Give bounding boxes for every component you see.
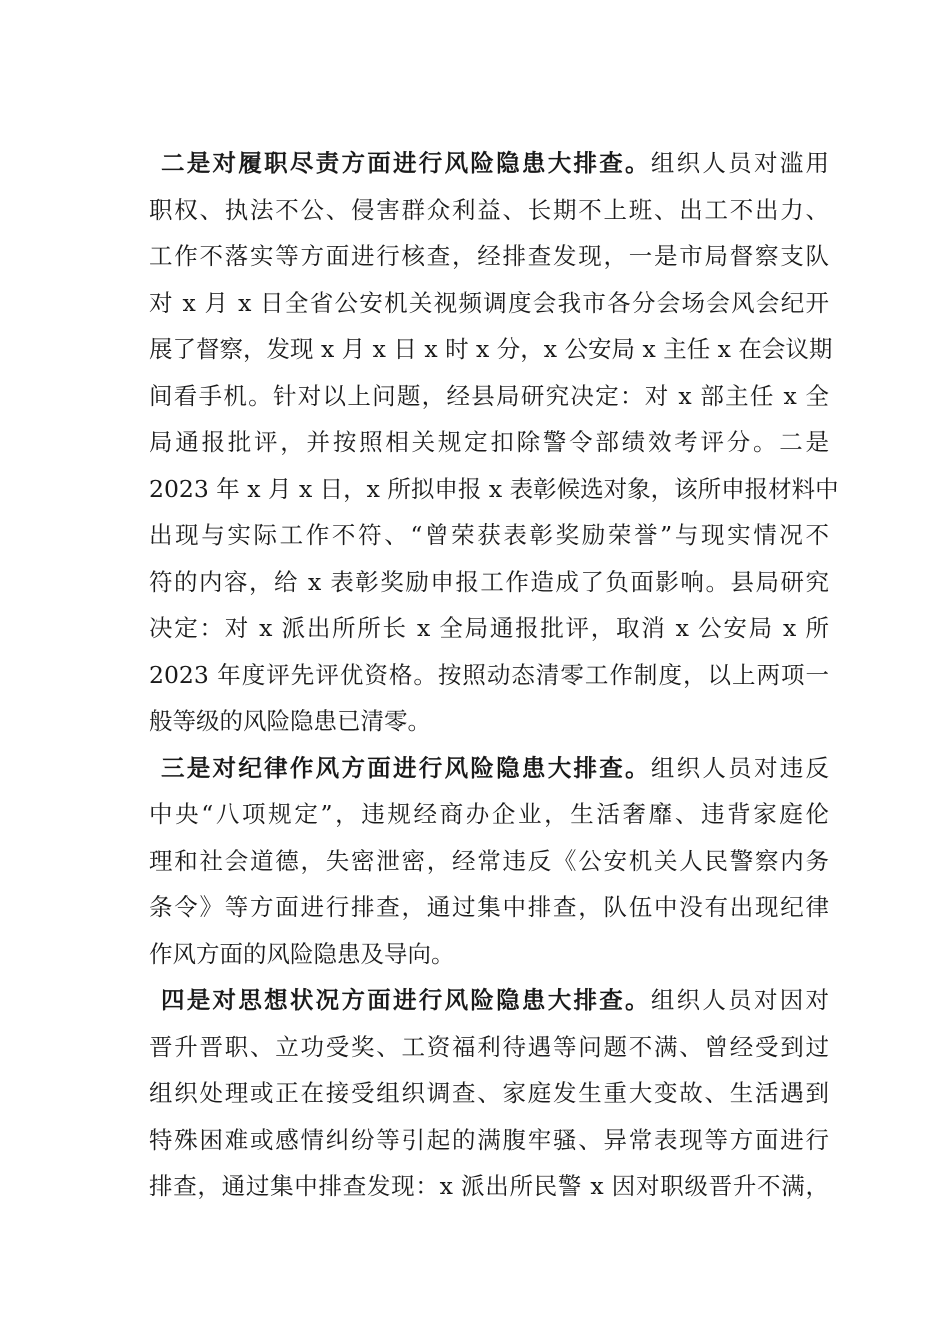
text-line: 出现与实际工作不符、“曾荣获表彰奖励荣誉”与现实情况不 [149, 521, 829, 549]
text-line: 对 x 月 x 日全省公安机关视频调度会我市各分会场会风会纪开 [149, 288, 829, 317]
paragraph-first-line [149, 977, 829, 1024]
text-line: 理和社会道德，失密泄密，经常违反《公安机关人民警察内务 [149, 846, 829, 875]
text-line: 排查，通过集中排查发现：x 派出所民警 x 因对职级晋升不满， [149, 1172, 829, 1200]
text-line: 展了督察，发现 x 月 x 日 x 时 x 分，x 公安局 x 主任 x 在会议期 [149, 335, 833, 363]
text-line: 组织人员对因对 [650, 986, 830, 1014]
text-line: 组织人员对滥用 [650, 149, 830, 177]
text-line: 组织人员对违反 [650, 753, 830, 782]
paragraph-duty-performance [149, 140, 839, 745]
text-line: 决定：对 x 派出所所长 x 全局通报批评，取消 x 公安局 x 所 [149, 614, 829, 642]
paragraph-lead-heading: 三是对纪律作风方面进行风险隐患大排查。 [161, 753, 651, 782]
paragraph-first-line [149, 745, 829, 792]
text-line: 作风方面的风险隐患及导向。 [149, 939, 455, 968]
text-line: 条令》等方面进行排查，通过集中排查，队伍中没有出现纪律 [149, 893, 829, 921]
text-line: 2023 年 x 月 x 日，x 所拟申报 x 表彰候选对象，该所申报材料中 [149, 474, 839, 503]
text-line: 组织处理或正在接受组织调查、家庭发生重大变故、生活遇到 [149, 1079, 829, 1107]
text-line: 工作不落实等方面进行核查，经排查发现，一是市局督察支队 [149, 242, 829, 270]
text-line: 局通报批评，并按照相关规定扣除警令部绩效考评分。二是 [149, 428, 829, 456]
text-line: 2023 年度评先评优资格。按照动态清零工作制度，以上两项一 [149, 660, 829, 689]
document-body [149, 140, 839, 1210]
text-line: 中央“八项规定”，违规经商办企业，生活奢靡、违背家庭伦 [149, 800, 829, 828]
text-line: 特殊困难或感情纠纷等引起的满腹牢骚、异常表现等方面进行 [149, 1125, 829, 1154]
text-line: 符的内容，给 x 表彰奖励申报工作造成了负面影响。县局研究 [149, 567, 829, 596]
text-line: 般等级的风险隐患已清零。 [149, 707, 431, 735]
paragraph-discipline-style [149, 745, 829, 978]
paragraph-ideological-status [149, 977, 829, 1210]
paragraph-first-line [149, 140, 829, 187]
paragraph-lead-heading: 二是对履职尽责方面进行风险隐患大排查。 [161, 149, 651, 177]
text-line: 职权、执法不公、侵害群众利益、长期不上班、出工不出力、 [149, 195, 829, 224]
text-line: 晋升晋职、立功受奖、工资福利待遇等问题不满、曾经受到过 [149, 1032, 829, 1061]
text-line: 间看手机。针对以上问题，经县局研究决定：对 x 部主任 x 全 [149, 381, 829, 410]
paragraph-lead-heading: 四是对思想状况方面进行风险隐患大排查。 [161, 986, 651, 1014]
